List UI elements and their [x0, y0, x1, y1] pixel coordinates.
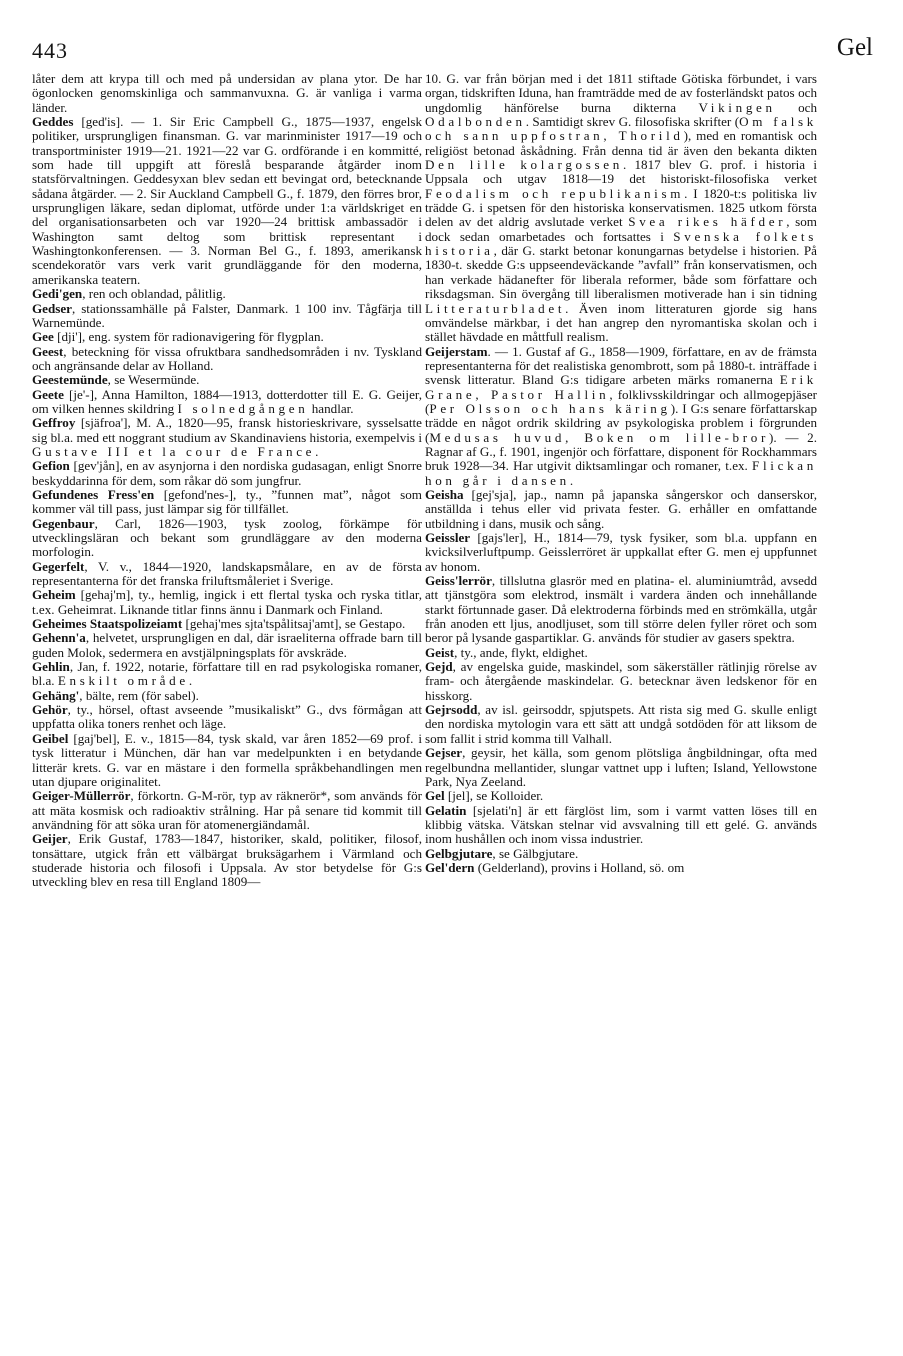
- left-column: [32, 72, 422, 890]
- page-number: 443: [32, 38, 68, 63]
- entry-text: [sjäfroa'], M. A., 1820—95, fransk historieskrivare, sysselsatte sig bl.a. med ett noggrant studium av Skandinaviens historia, exempelvis i: [32, 415, 422, 445]
- entry-headword: Geete: [32, 386, 64, 402]
- dictionary-entry: [32, 345, 422, 374]
- dictionary-entry: [425, 703, 817, 746]
- entry-headword: Gejser: [425, 745, 463, 761]
- entry-text: , Jan, f. 1922, notarie, författare till en rad psykologiska romaner, bl.a.: [32, 659, 422, 689]
- entry-headword: Gelbgjutare: [425, 845, 493, 861]
- dictionary-entry: [32, 703, 422, 732]
- entry-title-spaced: Flickan hon går i dansen: [425, 458, 817, 488]
- entry-text: , se Gälbgjutare.: [492, 845, 579, 861]
- entry-text: , ren och oblandad, pålitlig.: [82, 286, 226, 302]
- dictionary-entry: [425, 574, 817, 646]
- entry-title-spaced: Medusas huvud, Boken om lille-bror: [429, 429, 769, 445]
- entry-text: , V. v., 1844—1920, landskapsmålare, en av de första representanterna för det franska friluftsmåleriet i Sverige.: [32, 558, 422, 589]
- entry-text: . Även inom litteraturen gjorde sig hans omvändelse märkbar, i det han angrep den nyromantiska skolan och i stället hävdade en måttfull realism.: [425, 300, 817, 345]
- entry-headword: Gefion: [32, 458, 70, 474]
- entry-text: , Erik Gustaf, 1783—1847, historiker, skald, politiker, filosof, tonsättare, utgick från ett välbärgat bruksägarhem i Värmland och studerade historia och filosofi i Uppsala. Av stor betydelse för G:s utveckling blev en resa till England 1809—: [32, 831, 422, 890]
- entry-headword: Geiss'lerrör: [425, 573, 492, 589]
- entry-text: . — 1. Gustaf af G., 1858—1909, författare, en av de främsta representanterna för det realistiska genombrott, som på 1880-t. inträffade i svensk litteratur. Bland G:s tidigare arbeten märks romanerna: [425, 343, 817, 388]
- entry-text: ), med en romantisk och religiöst betonad åskådning. Från denna tid är även den bekanta dikten: [425, 128, 817, 158]
- entry-text: .: [315, 443, 319, 459]
- entry-text: ). — 2. Ragnar af G., f. 1901, ingenjör och författare, disponent för Rockhammars bruk 1928—34. Har utgivit diktsamlingar och romaner, t.ex.: [425, 429, 817, 474]
- dictionary-entry: [32, 660, 422, 689]
- entry-text: , ty., hörsel, oftast avseende ”musikaliskt” G., dvs förmågan att uppfatta olika toners renhet och läge.: [32, 702, 422, 732]
- entry-title-spaced: Litteraturbladet: [425, 300, 566, 316]
- dictionary-entry: [32, 560, 422, 589]
- dictionary-entry: [32, 631, 422, 660]
- entry-headword: Gehlin: [32, 659, 70, 675]
- entry-headword: Geibel: [32, 730, 69, 746]
- entry-headword: Geist: [425, 644, 455, 660]
- entry-headword: Gehör: [32, 702, 68, 718]
- entry-text: , ty., ande, flykt, eldighet.: [454, 644, 588, 660]
- entry-text: , beteckning för vissa ofruktbara sandhedsområden i nv. Tyskland och angränsande delar av Holland.: [32, 343, 422, 373]
- entry-text: , tillslutna glasrör med en platina- el. aluminiumtråd, avsedd att tjänstgöra som elektrod, insmält i vardera änden och innehållande starkt förtunnade gaser. Då elektroderna förbinds med en strömkälla, utgår från anoden ett ljus, anodljuset, som till större delen fyller röret och som beror på lysande gaspartiklar. G. används för studier av gasers spektra.: [425, 573, 817, 646]
- dictionary-entry: [32, 689, 422, 703]
- entry-text: [gev'jån], en av asynjorna i den nordiska gudasagan, enligt Snorre beskyddarinna för dem, som råkar dö som jungfrur.: [32, 458, 422, 488]
- entry-headword: Gee: [32, 329, 54, 345]
- entry-title-spaced: Svea rikes häfder: [628, 214, 787, 230]
- entry-text: , där G. starkt betonar konungarnas betydelse i historien. På 1830-t. skedde G:s uppseendeväckande ”avfall” från konservatismen, och han verkade hädanefter för liberala reformer, både som författare och riksdagsman. Sin övergång till liberalismen motiverade han i sin tidning: [425, 243, 817, 302]
- entry-headword: Gelatin: [425, 802, 467, 818]
- entry-text: , av engelska guide, maskindel, som säkerställer rätlinjig rörelse av fram- och återgående maskindelar. G. betecknar även ledskenor för en hisskorg.: [425, 659, 817, 703]
- entry-text: . Samtidigt skrev G. filosofiska skrifter (: [525, 114, 740, 130]
- right-column: [425, 72, 817, 875]
- entry-title-spaced: Om falsk och sann uppfostran, Thorild: [425, 114, 817, 144]
- entry-headword: Gel: [425, 788, 445, 804]
- entry-text: 10. G. var från början med i det 1811 stiftade Götiska förbundet, i vars organ, tidskriften Iduna, han framträdde med de av fosterländskt patos och ungdomlig hänförelse burna dikterna: [425, 71, 817, 115]
- dictionary-entry: [425, 746, 817, 789]
- entry-headword: Gel'dern: [425, 859, 475, 875]
- entry-headword: Geestemünde: [32, 372, 108, 388]
- dictionary-entry: [32, 388, 422, 417]
- entry-title-spaced: Den lille kolargossen: [425, 157, 623, 173]
- entry-headword: Gedser: [32, 300, 72, 316]
- entry-text: (Gelderland), provins i Holland, sö. om: [474, 859, 685, 875]
- entry-text: ). I G:s senare författarskap trädde en något ordrik skildring av psykologiska problem i förgrunden (: [425, 400, 818, 445]
- entry-text: , som dock sedan omarbetades och fortsattes i: [425, 214, 817, 244]
- entry-text: , bälte, rem (för sabel).: [79, 687, 199, 703]
- entry-headword: Geissler: [425, 530, 471, 545]
- entry-headword: Gefundenes Fress'en: [32, 486, 155, 502]
- dictionary-entry: [32, 617, 422, 631]
- entry-text: handlar.: [308, 400, 354, 416]
- entry-title-spaced: Erik Grane, Pastor Hallin: [425, 372, 817, 402]
- entry-text: [dji'], eng. system för radionavigering för flygplan.: [53, 329, 324, 345]
- entry-text: , se Wesermünde.: [107, 372, 200, 388]
- dictionary-entry: [425, 861, 817, 875]
- dictionary-entry: [32, 832, 422, 889]
- entry-headword: Geddes: [32, 114, 74, 130]
- entry-headword: Gehenn'a: [32, 630, 86, 646]
- entry-headword: Geijerstam: [425, 343, 488, 359]
- dictionary-entry: [425, 804, 817, 847]
- entry-text: , Carl, 1826—1903, tysk zoolog, förkämpe för utvecklingsläran och bekant som grundläggare av den moderna morfologin.: [32, 515, 422, 560]
- entry-text: , geysir, het källa, som genom plötsliga ångbildningar, ofta med regelbundna mellantider, slungar vattnet upp i luften; Island, Yellowstone Park, Nya Zeeland.: [425, 745, 817, 789]
- dictionary-entry: [32, 517, 422, 560]
- entry-text: [gehaj'm], ty., hemlig, ingick i ett flertal tyska och ryska titlar, t.ex. Geheimrat. Liknande titlar finns ännu i Danmark och Finland.: [32, 587, 422, 617]
- dictionary-entry: [425, 345, 817, 488]
- dictionary-entry: [425, 660, 817, 703]
- entry-text: [gefond'nes-], ty., ”funnen mat”, något som kommer väl till pass, just lämpar sig för tillfället.: [32, 486, 422, 517]
- entry-text: [gaj'bel], E. v., 1815—84, tysk skald, var åren 1852—69 prof. i tysk litteratur i München, där han var medelpunkten i en betydande litterär krets. G. var en mästare i den formella språkbehandlingen men utan djupare originalitet.: [32, 730, 422, 789]
- dictionary-entry: [32, 115, 422, 287]
- entry-title-spaced: Svenska folkets historia: [425, 228, 817, 259]
- entry-title-spaced: Feodalism och republikanism: [425, 185, 685, 201]
- entry-headword: Gegerfelt: [32, 558, 85, 574]
- dictionary-entry: [32, 287, 422, 301]
- entry-text: [sjelati'n] är ett färglöst lim, som i varmt vatten löses till en klibbig vätska. Vätskan stelnar vid avsvalning till ett gelé. G. används inom hushållen och inom vissa industrier.: [425, 802, 817, 847]
- dictionary-entry: [425, 531, 817, 574]
- dictionary-entry: [32, 459, 422, 488]
- dictionary-entry: [32, 416, 422, 459]
- entry-headword: Gedi'gen: [32, 286, 83, 302]
- dictionary-entry: [32, 732, 422, 789]
- entry-text: , förkortn. G-M-rör, typ av räknerör*, som används för att mäta kosmisk och radioaktiv strålning. Har på senare tid kommit till användning för att söka uran för atomenergiändamål.: [32, 788, 422, 832]
- dictionary-entry: [425, 72, 817, 345]
- entry-text: , folklivsskildringar och allmogepjäser (: [425, 386, 817, 416]
- entry-headword: Gegenbaur: [32, 515, 95, 531]
- entry-text: . 1817 blev G. prof. i historia i Uppsala och utgav 1818—19 det historiskt-filosofiska verket: [425, 157, 817, 187]
- entry-text: [gehaj'mes sjta'tspålitsaj'amt], se Gestapo.: [182, 616, 406, 632]
- entry-title-spaced: Enskilt område: [57, 673, 189, 689]
- dictionary-entry: [32, 72, 422, 115]
- dictionary-entry: [425, 646, 817, 660]
- dictionary-entry: [32, 789, 422, 832]
- running-head: Gel: [836, 34, 873, 61]
- entry-title-spaced: Odalbonden: [425, 114, 526, 130]
- dictionary-entry: [32, 330, 422, 344]
- entry-title-spaced: I solnedgången: [177, 400, 309, 416]
- entry-text: . I 1820-t:s politiska liv trädde G. i spetsen för den historiska konservatismen. 1825 utkom första delen av det aldrig avslutade verket: [425, 185, 817, 230]
- entry-text: [gajs'ler], H., 1814—79, tysk fysiker, som bl.a. uppfann en kvicksilverluftpump. Geisslerröret är uppkallat efter G. men ej uppfunnet av honom.: [425, 530, 817, 574]
- dictionary-entry: [425, 789, 817, 803]
- entry-text: [jel], se Kolloider.: [444, 788, 544, 804]
- entry-text: låter dem att krypa till och med på undersidan av plana ytor. De har ögonlocken genomskinliga och sammanvuxna. G. är vanliga i varma länder.: [32, 71, 422, 115]
- entry-text: [je'-], Anna Hamilton, 1884—1913, dotterdotter till E. G. Geijer, om vilken hennes skildring: [32, 386, 422, 416]
- entry-headword: Geest: [32, 343, 64, 359]
- entry-title-spaced: Vikingen: [698, 99, 776, 115]
- entry-headword: Gejd: [425, 659, 453, 675]
- entry-headword: Geijer: [32, 831, 68, 847]
- entry-headword: Geffroy: [32, 415, 76, 431]
- dictionary-entry: [425, 488, 817, 531]
- entry-text: [gej'sja], jap., namn på japanska sångerskor och danserskor, anställda i tehus eller vid privata fester. G. erhåller en omfattande utbildning i dans, musik och sång.: [425, 486, 817, 531]
- entry-text: , stationssamhälle på Falster, Danmark. 1 100 inv. Tågfärja till Warnemünde.: [32, 300, 422, 330]
- entry-text: .: [569, 472, 574, 488]
- dictionary-entry: [32, 488, 422, 517]
- dictionary-entry: [32, 373, 422, 387]
- entry-headword: Geheimes Staatspolizeiamt: [32, 616, 183, 632]
- entry-headword: Gehäng': [32, 687, 80, 703]
- entry-headword: Geisha: [425, 486, 464, 502]
- entry-headword: Geiger-Müllerrör: [32, 788, 131, 804]
- entry-text: .: [188, 673, 193, 689]
- entry-title-spaced: Gustave III et la cour de France: [32, 443, 316, 459]
- entry-text: , helvetet, ursprungligen en dal, där israeliterna offrade barn till guden Molok, sedermera en avstjälpningsplats för avskräde.: [32, 630, 422, 660]
- dictionary-entry: [425, 847, 817, 861]
- entry-headword: Gejrsodd: [425, 702, 478, 718]
- entry-headword: Geheim: [32, 587, 76, 603]
- entry-text: , av isl. geirsoddr, spjutspets. Att rista sig med G. skulle enligt den nordiska mytologin vara ett sätt att undgå sotdöden för att liksom de som fallit i strid komma till Valhall.: [425, 702, 817, 746]
- entry-title-spaced: Per Olsson och hans käring: [429, 400, 671, 416]
- dictionary-entry: [32, 302, 422, 331]
- dictionary-entry: [32, 588, 422, 617]
- entry-text: [ged'is]. — 1. Sir Eric Campbell G., 1875—1937, engelsk politiker, ursprungligen finansman. G. var marinminister 1917—19 och transportminister 1919—21. 1921—22 var G. ordförande i en kommitté, som hade till uppgift att föreslå besparande åtgärder inom statsförvaltningen. Geddesyxan blev sedan ett bevingat ord, betecknande sådana åtgärder. — 2. Sir Auckland Campbell G., f. 1879, den förres bror, ursprungligen läkare, sedan diplomat, utförde under 1:a världskriget en del organisationsarbeten och var 1920—24 brittisk ambassadör i Washington samt deltog som brittisk representant i Washingtonkonferensen. — 3. Norman Bel G., f. 1893, amerikansk scendekoratör vars verk varit grundläggande för den moderna, amerikanska teatern.: [32, 114, 422, 287]
- entry-text: och: [775, 99, 818, 115]
